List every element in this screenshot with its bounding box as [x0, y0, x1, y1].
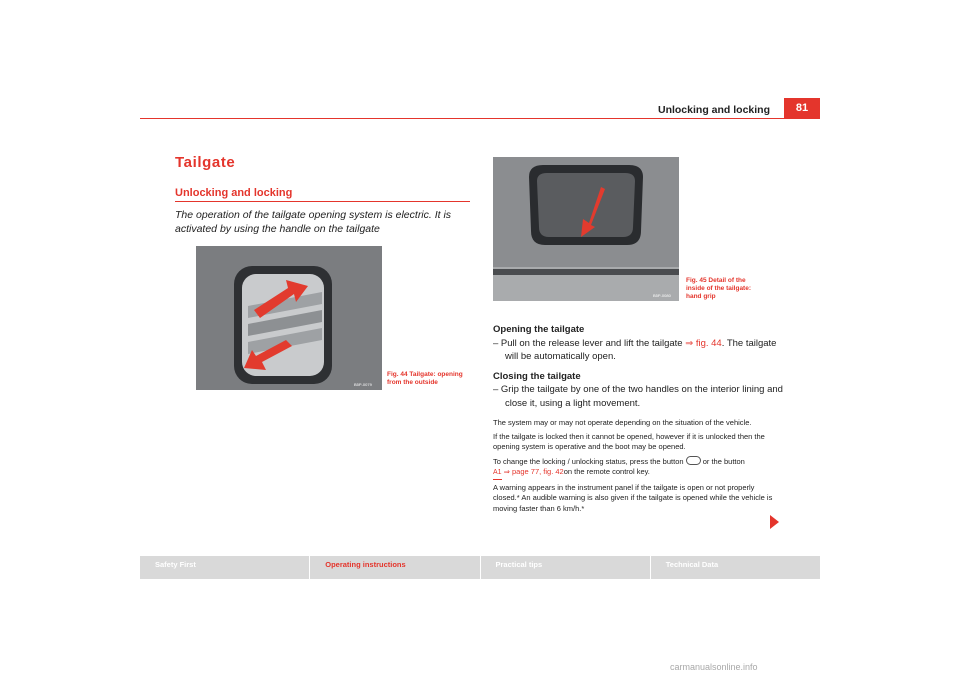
footer-tab-practical-tips[interactable]: Practical tips — [481, 556, 651, 579]
tailgate-outside-illustration — [196, 246, 382, 390]
subsection-title: Unlocking and locking — [175, 187, 293, 199]
footer-nav — [140, 556, 820, 579]
closing-step: – Grip the tailgate by one of the two handles on the interior lining and close it, using a light movement. — [493, 384, 783, 409]
notes — [493, 418, 783, 517]
footer-tab-safety-first[interactable]: Safety First — [140, 556, 310, 579]
opening-step: – Pull on the release lever and lift the tailgate ⇒ fig. 44. The tailgate will be automatically open. — [493, 337, 777, 362]
figure-44-caption: Fig. 44 Tailgate: opening from the outside — [387, 371, 463, 386]
header-rule — [140, 118, 820, 119]
key-a1-label: A1 — [493, 468, 502, 480]
figure-45-code: B5P-0080 — [653, 293, 671, 298]
watermark: carmanualsonline.info — [670, 662, 758, 672]
figure-45-caption: Fig. 45 Detail of the inside of the tailgate: hand grip — [686, 277, 752, 300]
car-key-button-icon — [686, 456, 701, 465]
figure-44-code: B5P-0079 — [354, 382, 372, 387]
next-page-arrow-icon[interactable] — [770, 515, 779, 529]
page-number: 81 — [784, 98, 820, 119]
instructions — [493, 320, 783, 410]
closing-heading: Closing the tailgate — [493, 370, 581, 382]
figure-45-hand-grip — [493, 157, 679, 301]
footer-tab-operating-instructions[interactable]: Operating instructions — [310, 556, 480, 579]
figure-44-tailgate-outside — [196, 246, 382, 390]
fig-44-link[interactable]: ⇒ fig. 44 — [685, 337, 722, 349]
opening-heading: Opening the tailgate — [493, 324, 585, 335]
note-1: The system may or may not operate depending on the situation of the vehicle. — [493, 418, 752, 427]
note-4: A warning appears in the instrument panel if the tailgate is open or not properly closed.* An audible warning is also given if the tailgate is opened while the vehicle is moving faster than 6 km/h.* — [493, 482, 773, 513]
footer-tab-technical-data[interactable]: Technical Data — [651, 556, 820, 579]
running-header: Unlocking and locking — [657, 104, 770, 116]
note-3: To change the locking / unlocking status, press the button or the button A1 ⇒ page 77, fig. 42on the remote control key. — [493, 456, 783, 480]
hand-grip-illustration — [493, 157, 679, 301]
section-title: Tailgate — [175, 154, 236, 171]
page-77-link[interactable]: ⇒ page 77, fig. 42 — [501, 467, 564, 476]
subsection-rule — [175, 201, 470, 202]
note-2: If the tailgate is locked then it cannot be opened, however if it is unlocked then the opening system is operative and the boot may be opened. — [493, 431, 765, 451]
intro-text: The operation of the tailgate opening system is electric. It is activated by using the handle on the tailgate — [175, 209, 452, 235]
